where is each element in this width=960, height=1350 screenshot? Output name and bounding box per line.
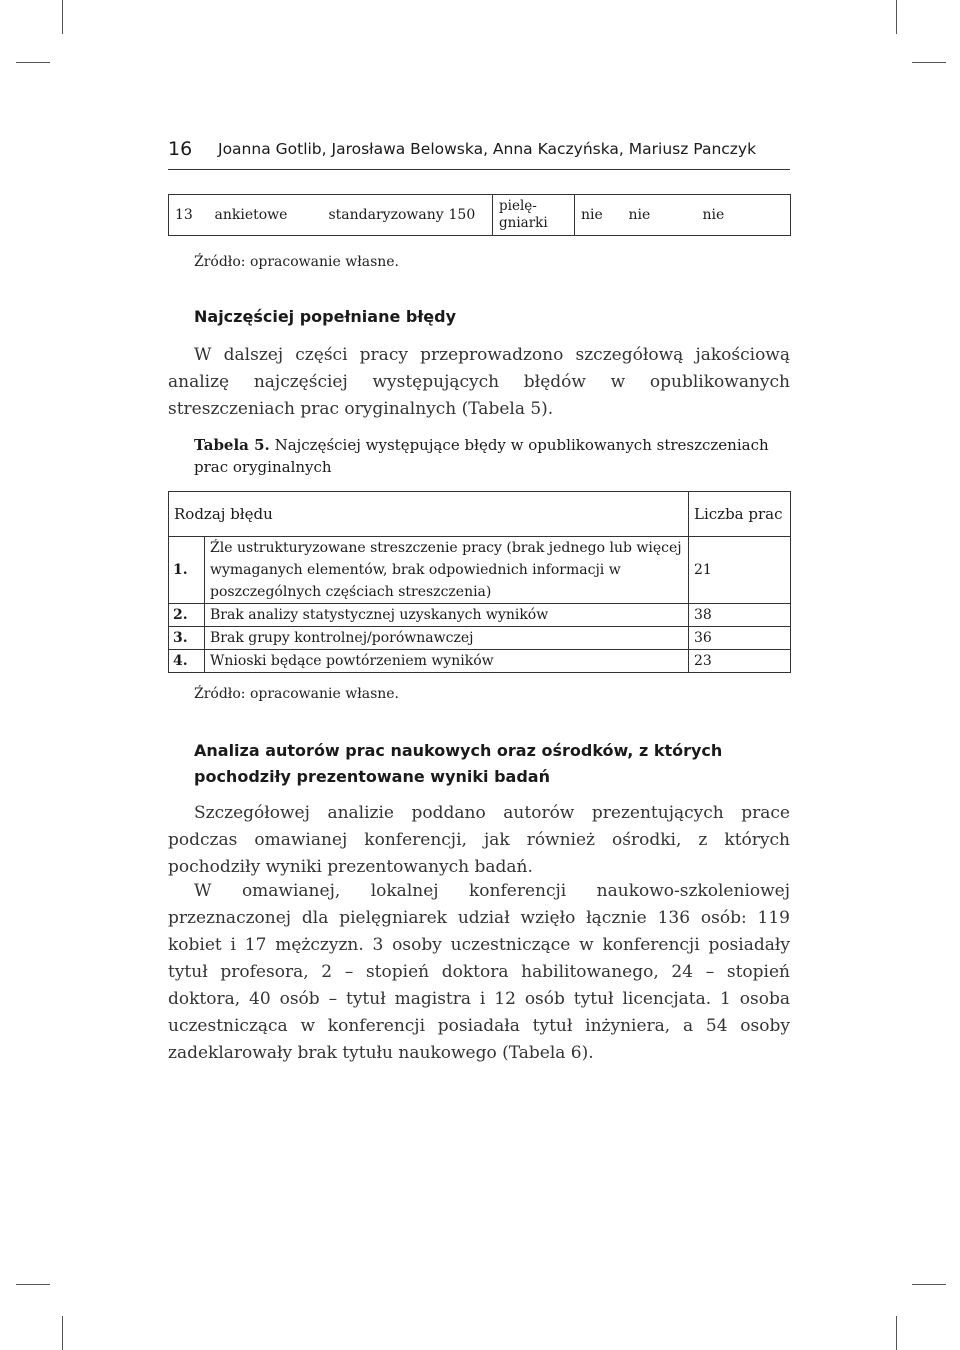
row-count: 21	[689, 537, 791, 604]
table-row	[169, 195, 791, 236]
crop-mark	[896, 0, 897, 34]
crop-mark	[896, 1316, 897, 1350]
table-cell: standaryzowany	[323, 195, 443, 236]
crop-mark	[62, 1316, 63, 1350]
row-number: 2.	[169, 604, 205, 627]
table-continuation	[168, 194, 791, 236]
section-heading: Najczęściej popełniane błędy	[194, 307, 457, 326]
body-paragraph	[168, 878, 790, 1067]
table-source-note: Źródło: opracowanie własne.	[194, 254, 400, 270]
table-cell: nie	[623, 195, 697, 236]
row-error-type: Brak grupy kontrolnej/porównawczej	[205, 627, 689, 650]
table-row	[169, 627, 791, 650]
crop-mark	[62, 0, 63, 34]
running-head-authors: Joanna Gotlib, Jarosława Belowska, Anna Kaczyńska, Mariusz Panczyk	[218, 140, 757, 158]
paragraph-text: W dalszej części pracy przeprowadzono szczegółową jakościową analizę najczęściej występujących błędów w opublikowanych streszczeniach prac oryginalnych (Tabela 5).	[168, 345, 790, 419]
column-header-count: Liczba prac	[689, 492, 791, 537]
crop-mark	[16, 1284, 50, 1285]
table-cell: pielę- gniarki	[493, 195, 575, 236]
paragraph-text: Szczegółowej analizie poddano autorów prezentujących prace podczas omawianej konferencji, jak również ośrodki, z których pochodziły wyniki prezentowanych badań.	[168, 803, 790, 877]
row-number: 4.	[169, 650, 205, 673]
row-number: 1.	[169, 537, 205, 604]
table-source-note: Źródło: opracowanie własne.	[194, 686, 400, 702]
row-count: 38	[689, 604, 791, 627]
table-row	[169, 604, 791, 627]
column-header-type: Rodzaj błędu	[169, 492, 689, 537]
table-header-row	[169, 492, 791, 537]
crop-mark	[912, 1284, 946, 1285]
body-paragraph	[168, 800, 790, 881]
table-cell: ankietowe	[209, 195, 323, 236]
table-caption	[194, 434, 794, 478]
header-rule	[168, 169, 790, 170]
row-error-type: Źle ustrukturyzowane streszczenie pracy (brak jednego lub więcej wymaganych elementów, brak odpowiednich informacji w poszczególnych częściach streszczenia)	[205, 537, 689, 604]
table-row	[169, 537, 791, 604]
errors-table	[168, 491, 791, 673]
row-count: 23	[689, 650, 791, 673]
table-caption-label: Tabela 5.	[194, 436, 270, 454]
row-error-type: Wnioski będące powtórzeniem wyników	[205, 650, 689, 673]
paragraph-text: W omawianej, lokalnej konferencji naukowo-szkoleniowej przeznaczonej dla pielęgniarek udział wzięło łącznie 136 osób: 119 kobiet i 17 mężczyzn. 3 osoby uczestniczące w konferencji posiadały tytuł profesora, 2 – stopień doktora habilitowanego, 24 – stopień doktora, 40 osób – tytuł magistra i 12 osób tytuł licencjata. 1 osoba uczestnicząca w konferencji posiadała tytuł inżyniera, a 54 osoby zadeklarowały brak tytułu naukowego (Tabela 6).	[168, 881, 790, 1063]
table-caption-text: Najczęściej występujące błędy w opublikowanych streszczeniach prac oryginalnych	[194, 436, 769, 476]
crop-mark	[912, 62, 946, 63]
crop-mark	[16, 62, 50, 63]
page-number: 16	[168, 138, 193, 160]
table-cell: nie	[575, 195, 623, 236]
table-cell: 150	[443, 195, 493, 236]
table-cell: 13	[169, 195, 209, 236]
row-count: 36	[689, 627, 791, 650]
row-error-type: Brak analizy statystycznej uzyskanych wyników	[205, 604, 689, 627]
section-heading: Analiza autorów prac naukowych oraz ośrodków, z których pochodziły prezentowane wyniki badań	[194, 741, 723, 786]
table-row	[169, 650, 791, 673]
table-cell: nie	[697, 195, 791, 236]
row-number: 3.	[169, 627, 205, 650]
body-paragraph	[168, 342, 790, 423]
